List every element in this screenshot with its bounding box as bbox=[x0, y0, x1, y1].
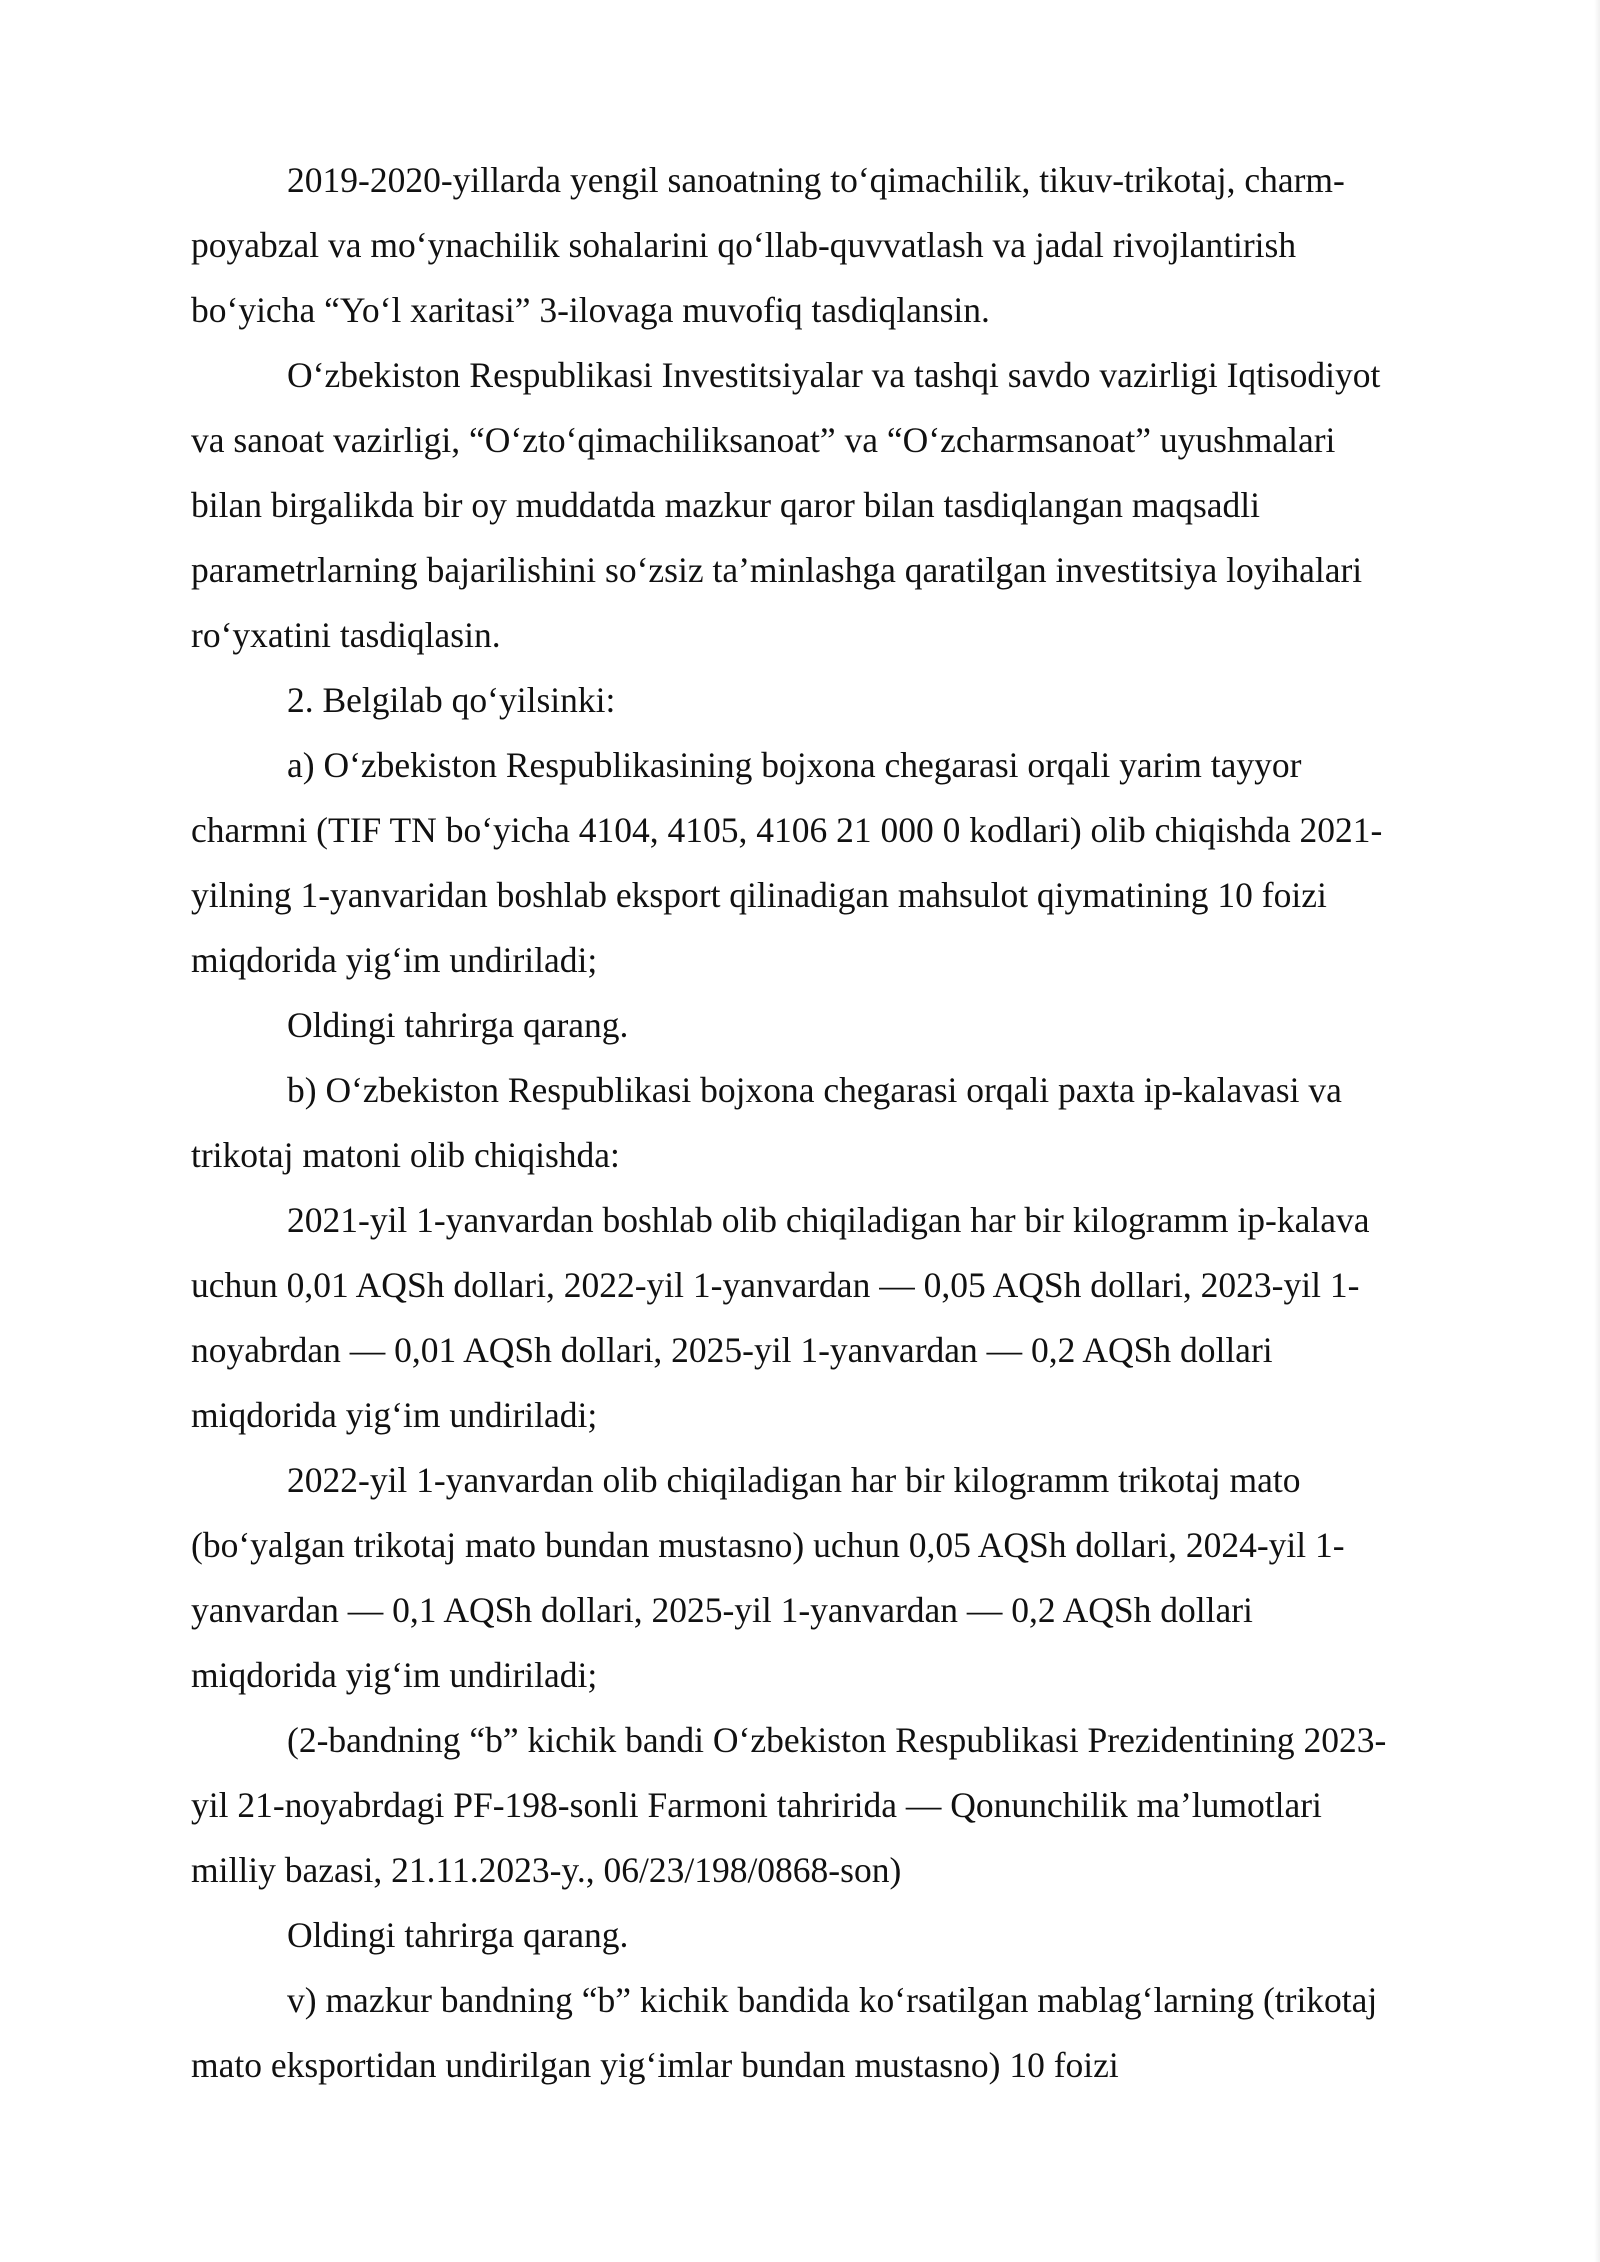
previous-edition-link[interactable]: Oldingi tahrirga qarang. bbox=[287, 1915, 629, 1955]
previous-edition-link[interactable]: Oldingi tahrirga qarang. bbox=[287, 1005, 629, 1045]
paragraph-yarn-fees: 2021-yil 1-yanvardan boshlab olib chiqiladigan har bir kilogramm ip-kalava uchun 0,01 AQSh dollari, 2022-yil 1-yanvardan — 0,05 AQSh dollari, 2023-yil 1-noyabrdan — 0,01 AQSh dollari, 2025-yil 1-yanvardan — 0,2 AQSh dollari miqdorida yig‘im undiriladi; bbox=[191, 1200, 1370, 1435]
paragraph-section-2-heading: 2. Belgilab qo‘yilsinki: bbox=[287, 680, 616, 720]
page-edge-shadow bbox=[1594, 0, 1600, 2262]
paragraph-item-a: a) O‘zbekiston Respublikasining bojxona chegarasi orqali yarim tayyor charmni (TIF TN bo‘yicha 4104, 4105, 4106 21 000 0 kodlari) olib chiqishda 2021-yilning 1-yanvaridan boshlab eksport qilinadigan mahsulot qiymatining 10 foizi miqdorida yig‘im undiriladi; bbox=[191, 745, 1383, 980]
paragraph-item-v: v) mazkur bandning “b” kichik bandida ko‘rsatilgan mablag‘larning (trikotaj mato eksportidan undirilgan yig‘imlar bundan mustasno) 10 foizi bbox=[191, 1980, 1378, 2085]
document-body bbox=[191, 148, 1401, 2098]
paragraph-amendment-note: (2-bandning “b” kichik bandi O‘zbekiston Respublikasi Prezidentining 2023-yil 21-noyabrdagi PF-198-sonli Farmoni tahririda — Qonunchilik ma’lumotlari milliy bazasi, 21.11.2023-y., 06/23/198/0868-son) bbox=[191, 1720, 1387, 1890]
paragraph-roadmap-approval: 2019-2020-yillarda yengil sanoatning to‘qimachilik, tikuv-trikotaj, charm-poyabzal va mo‘ynachilik sohalarini qo‘llab-quvvatlash va jadal rivojlantirish bo‘yicha “Yo‘l xaritasi” 3-ilovaga muvofiq tasdiqlansin. bbox=[191, 160, 1345, 330]
paragraph-investment-projects: O‘zbekiston Respublikasi Investitsiyalar va tashqi savdo vazirligi Iqtisodiyot va sanoat vazirligi, “O‘zto‘qimachiliksanoat” va “O‘zcharmsanoat” uyushmalari bilan birgalikda bir oy muddatda mazkur qaror bilan tasdiqlangan maqsadli parametrlarning bajarilishini so‘zsiz ta’minlashga qaratilgan investitsiya loyihalari ro‘yxatini tasdiqlasin. bbox=[191, 355, 1381, 655]
paragraph-knitted-fabric-fees: 2022-yil 1-yanvardan olib chiqiladigan har bir kilogramm trikotaj mato (bo‘yalgan trikotaj mato bundan mustasno) uchun 0,05 AQSh dollari, 2024-yil 1-yanvardan — 0,1 AQSh dollari, 2025-yil 1-yanvardan — 0,2 AQSh dollari miqdorida yig‘im undiriladi; bbox=[191, 1460, 1345, 1695]
paragraph-item-b: b) O‘zbekiston Respublikasi bojxona chegarasi orqali paxta ip-kalavasi va trikotaj matoni olib chiqishda: bbox=[191, 1070, 1342, 1175]
